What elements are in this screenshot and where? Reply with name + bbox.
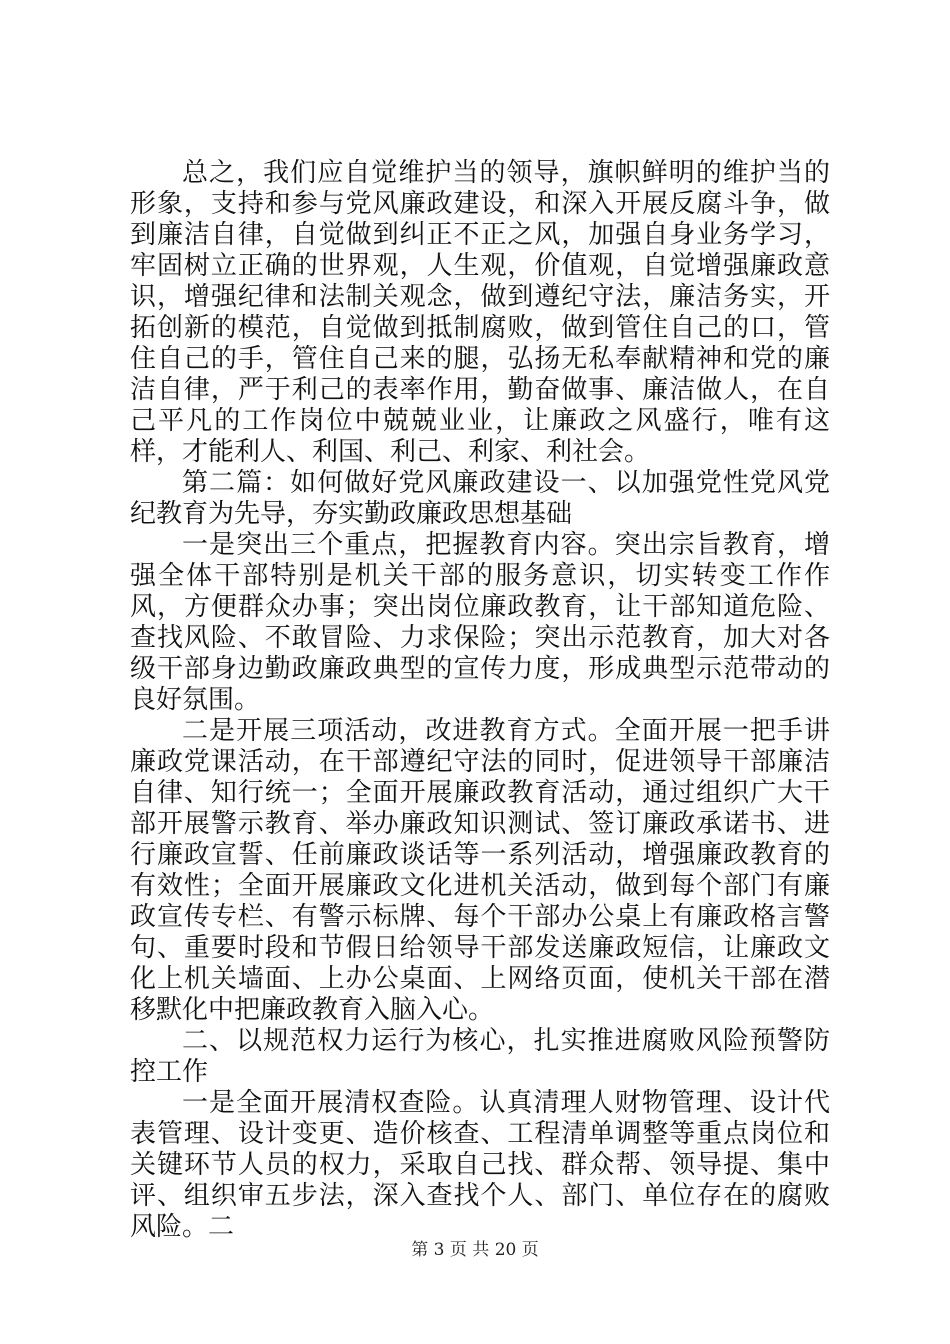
- paragraph-power-risk-check: 一是全面开展清权查险。认真清理人财物管理、设计代表管理、设计变更、造价核查、工程清单调整等重点岗位和关键环节人员的权力，采取自己找、群众帮、领导提、集中评、组织审五步法，深入查找个人、部门、单位存在的腐败风险。二: [130, 1088, 830, 1242]
- paragraph-summary: 总之，我们应自觉维护当的领导，旗帜鲜明的维护当的形象，支持和参与党风廉政建设，和深入开展反腐斗争，做到廉洁自律，自觉做到纠正不正之风，加强自身业务学习，牢固树立正确的世界观，人生观，价值观，自觉增强廉政意识，增强纪律和法制关观念，做到遵纪守法，廉洁务实，开拓创新的模范，自觉做到抵制腐败，做到管住自己的口，管住自己的手，管住自己来的腿，弘扬无私奉献精神和党的廉洁自律，严于利己的表率作用，勤奋做事、廉洁做人，在自己平凡的工作岗位中兢兢业业，让廉政之风盛行，唯有这样，才能利人、利国、利己、利家、利社会。: [130, 158, 830, 467]
- paragraph-chapter-two-title: 第二篇：如何做好党风廉政建设一、以加强党性党风党纪教育为先导，夯实勤政廉政思想基础: [130, 468, 830, 529]
- paragraph-section-two-heading: 二、以规范权力运行为核心，扎实推进腐败风险预警防控工作: [130, 1026, 830, 1087]
- paragraph-three-focus-points: 一是突出三个重点，把握教育内容。突出宗旨教育，增强全体干部特别是机关干部的服务意识，切实转变工作作风，方便群众办事；突出岗位廉政教育，让干部知道危险、查找风险、不敢冒险、力求保险；突出示范教育，加大对各级干部身边勤政廉政典型的宣传力度，形成典型示范带动的良好氛围。: [130, 530, 830, 715]
- page-number: 第 3 页 共 20 页: [411, 1240, 539, 1260]
- page-footer: [0, 1239, 950, 1261]
- document-body: [130, 158, 830, 1243]
- paragraph-three-activities: 二是开展三项活动，改进教育方式。全面开展一把手讲廉政党课活动，在干部遵纪守法的同时，促进领导干部廉洁自律、知行统一；全面开展廉政教育活动，通过组织广大干部开展警示教育、举办廉政知识测试、签订廉政承诺书、进行廉政宣誓、任前廉政谈话等一系列活动，增强廉政教育的有效性；全面开展廉政文化进机关活动，做到每个部门有廉政宣传专栏、有警示标牌、每个干部办公桌上有廉政格言警句、重要时段和节假日给领导干部发送廉政短信，让廉政文化上机关墙面、上办公桌面、上网络页面，使机关干部在潜移默化中把廉政教育入脑入心。: [130, 716, 830, 1025]
